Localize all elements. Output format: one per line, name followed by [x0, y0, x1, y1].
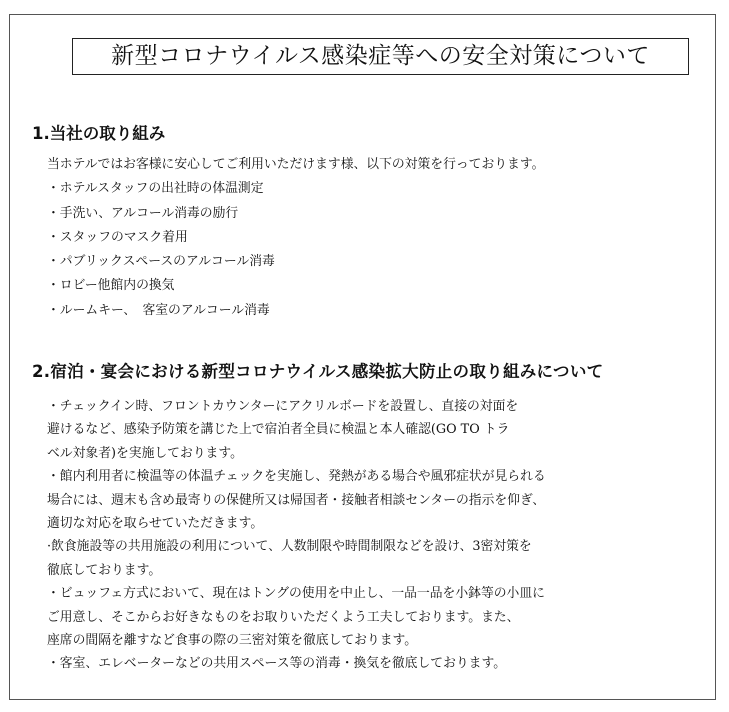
section-2-line: ・館内利用者に検温等の体温チェックを実施し、発熱がある場合や風邪症状が見られる	[47, 469, 546, 485]
section-2-line: 避けるなど、感染予防策を講じた上で宿泊者全員に検温と本人確認(GO TO トラ	[47, 422, 510, 438]
section-1-line: ・手洗い、アルコール消毒の励行	[47, 205, 239, 221]
section-2-line: ・客室、エレベーターなどの共用スペース等の消毒・換気を徹底しております。	[47, 656, 507, 672]
section-1-line: ・ホテルスタッフの出社時の体温測定	[47, 181, 264, 197]
section-2-line: ご用意し、そこからお好きなものをお取りいただくよう工夫しております。また、	[47, 609, 520, 625]
section-1-heading: 1.当社の取り組み	[32, 124, 166, 143]
document-title: 新型コロナウイルス感染症等への安全対策について	[72, 38, 689, 75]
section-1-line: 当ホテルではお客様に安心してご利用いただけます様、以下の対策を行っております。	[47, 157, 545, 172]
section-1-line: ・スタッフのマスク着用	[47, 229, 188, 245]
section-2-body	[47, 395, 546, 676]
section-2-line: 場合には、週末も含め最寄りの保健所又は帰国者・接触者相談センターの指示を仰ぎ、	[47, 492, 546, 508]
section-2-line: 座席の間隔を離すなど食事の際の三密対策を徹底しております。	[47, 632, 418, 648]
section-1-line: ・ロビー他館内の換気	[47, 278, 175, 294]
section-2-line: ・チェックイン時、フロントカウンターにアクリルボードを設置し、直接の対面を	[47, 399, 519, 414]
section-2-line: ベル対象者)を実施しております。	[47, 445, 243, 461]
section-2-heading: 2.宿泊・宴会における新型コロナウイルス感染拡大防止の取り組みについて	[32, 362, 604, 381]
section-1-line: ・パブリックスペースのアルコール消毒	[47, 254, 275, 270]
section-2-line: ·飲食施設等の共用施設の利用について、人数制限や時間制限などを設け、3密対策を	[47, 539, 532, 555]
section-1-line: ・ルームキー、 客室のアルコール消毒	[47, 302, 270, 318]
section-1-body	[47, 153, 544, 323]
section-2-line: ・ビュッフェ方式において、現在はトングの使用を中止し、一品一品を小鉢等の小皿に	[47, 586, 545, 602]
section-2-line: 徹底しております。	[47, 562, 162, 578]
section-2-line: 適切な対応を取らせていただきます。	[47, 515, 264, 531]
